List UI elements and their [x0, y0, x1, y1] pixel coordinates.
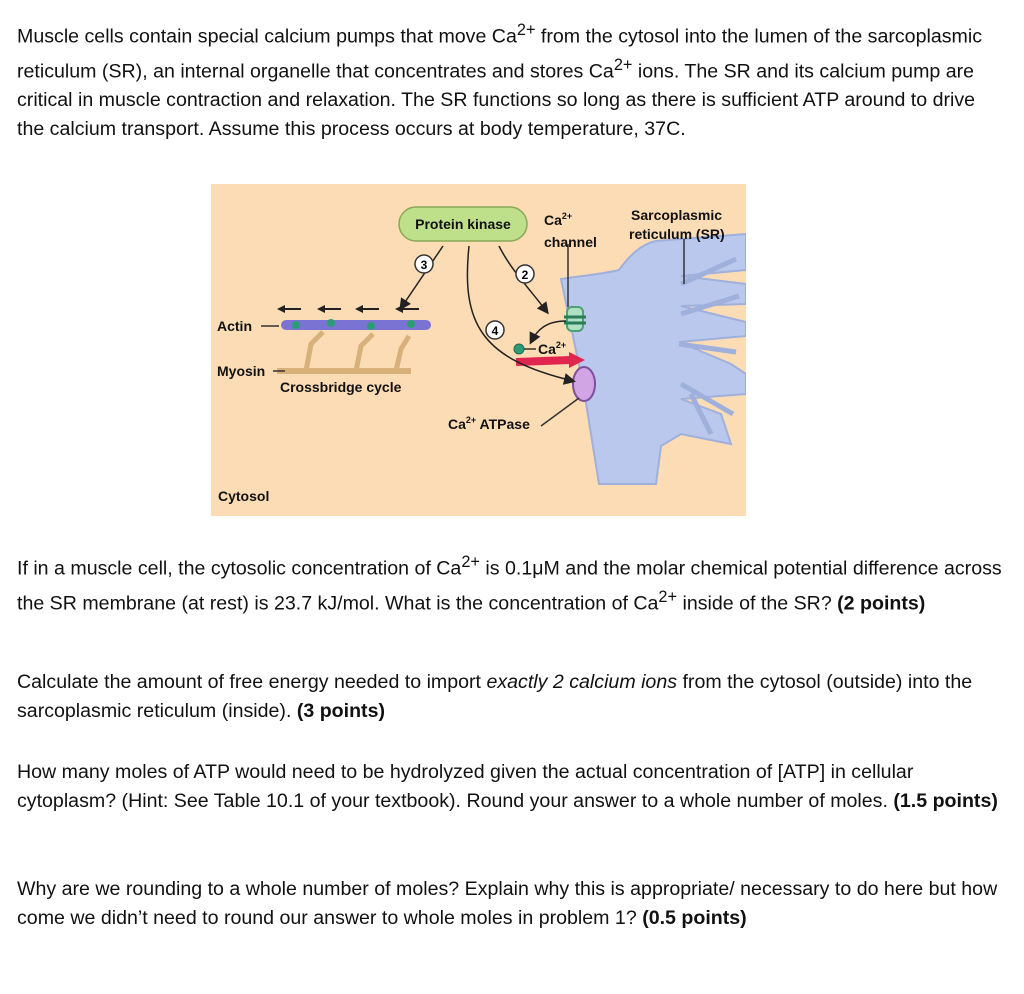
sr-label: Sarcoplasmic: [631, 207, 723, 223]
superscript: 2+: [561, 211, 573, 221]
points-label: (1.5 points): [893, 789, 998, 812]
step-3-label: 3: [420, 258, 428, 272]
question-text: is 0.1μM and the molar chemical potential difference across the SR membrane (at rest) is 23.7 kJ/mol. What is the concentration of Ca: [17, 557, 1002, 615]
question-4: [17, 875, 1007, 932]
question-2: [17, 668, 1007, 725]
intro-paragraph: [17, 16, 1007, 143]
step-2-label: 2: [521, 268, 529, 282]
svg-text:Ca2+ ATPase: [448, 415, 530, 432]
sr-label-2: reticulum (SR): [629, 226, 725, 242]
superscript: 2+: [461, 553, 480, 571]
calcium-atpase: [573, 367, 595, 401]
emphasis-text: exactly 2 calcium ions: [486, 671, 678, 693]
protein-kinase-label: Protein kinase: [415, 216, 511, 232]
atpase-label-2: ATPase: [476, 416, 530, 432]
myosin-label: Myosin: [217, 363, 266, 379]
crossbridge-label: Crossbridge cycle: [280, 379, 402, 395]
intro-text: ions. The SR and its calcium pump are critical in muscle contraction and relaxation. The SR functions so long as there is sufficient ATP around to drive the calcium transport. Assume this process occurs at body temperature, 37C.: [17, 60, 976, 140]
question-text: Calculate the amount of free energy needed to import: [17, 671, 487, 693]
question-text: from the cytosol (outside) into the sarcoplasmic reticulum (inside).: [17, 671, 973, 722]
calcium-ion-dot: [514, 344, 524, 354]
atpase-label: Ca: [448, 416, 466, 432]
question-text: How many moles of ATP would need to be hydrolyzed given the actual concentration of [ATP] in cellular cytoplasm? (Hint: See Table 10.1 of your textbook). Round your answer to a whole number of moles.: [17, 761, 914, 812]
muscle-contraction-figure: [211, 184, 746, 516]
question-text: If in a muscle cell, the cytosolic concentration of Ca: [17, 557, 462, 580]
svg-text:Protein kinase: [415, 216, 511, 232]
step-4-label: 4: [491, 324, 499, 338]
points-label: (3 points): [296, 699, 386, 722]
question-text: Why are we rounding to a whole number of moles? Explain why this is appropriate/ necessary to do here but how come we didn’t need to round our answer to whole moles in problem 1?: [17, 878, 998, 929]
intro-text: from the cytosol into the lumen of the sarcoplasmic reticulum (SR), an internal organelle that concentrates and stores Ca: [17, 25, 982, 83]
points-label: (0.5 points): [642, 906, 747, 929]
actin-filament: [281, 319, 431, 330]
superscript: 2+: [516, 21, 536, 39]
question-3: [17, 758, 1007, 815]
question-1: [17, 548, 1007, 618]
cytosol-label: Cytosol: [218, 488, 270, 504]
actin-label: Actin: [217, 318, 252, 334]
superscript: 2+: [613, 56, 633, 75]
ca-ion-label: Ca: [538, 341, 556, 357]
calcium-pump-arrow: [516, 360, 571, 362]
calcium-channel: [564, 307, 586, 331]
ca-channel-label-2: channel: [544, 234, 597, 250]
superscript: 2+: [658, 588, 678, 607]
points-label: (2 points): [837, 592, 926, 615]
superscript: 2+: [555, 340, 567, 350]
ca-channel-label: Ca: [544, 212, 562, 228]
intro-text: Muscle cells contain special calcium pumps that move Ca: [17, 25, 517, 48]
superscript: 2+: [465, 415, 477, 425]
question-text: inside of the SR?: [677, 592, 838, 615]
